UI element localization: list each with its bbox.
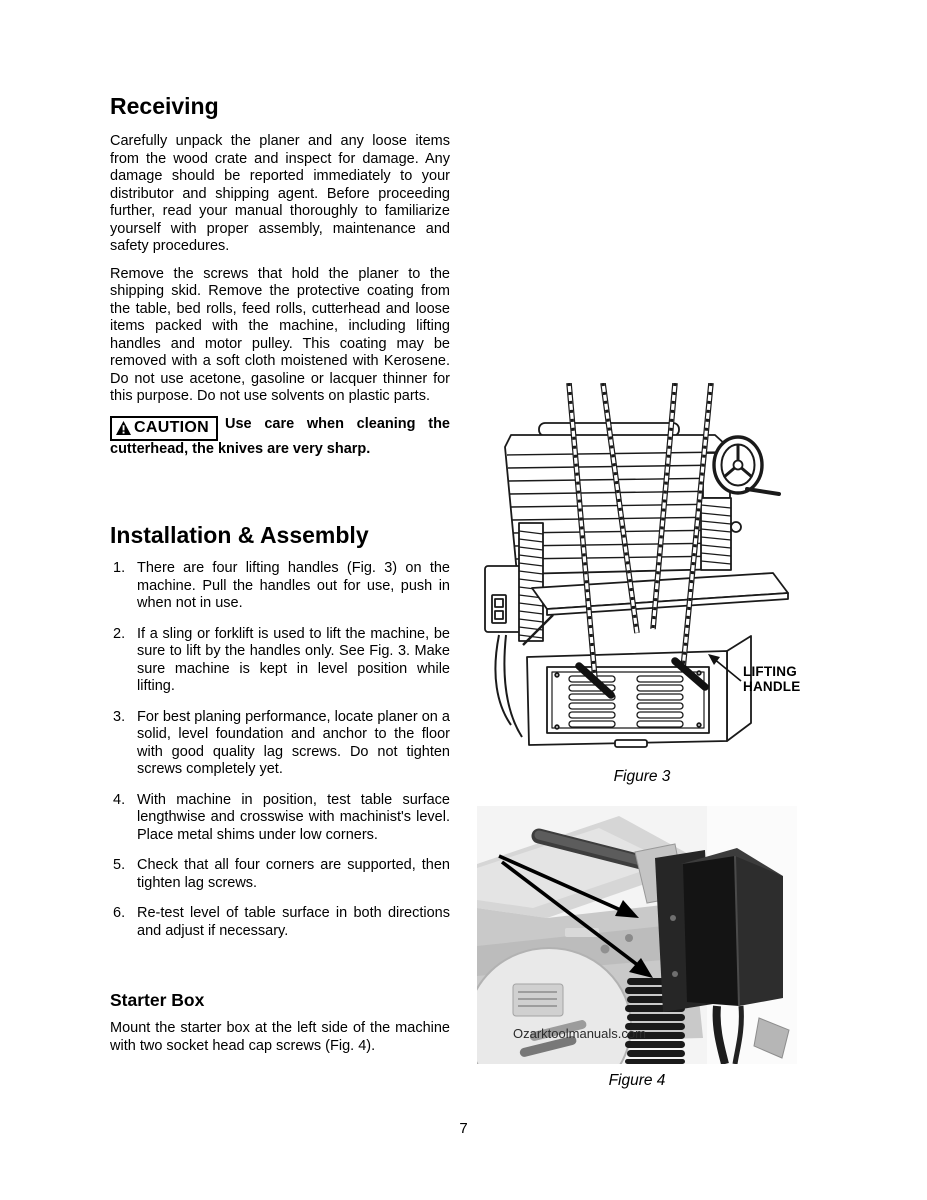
list-item-number: 4.: [113, 791, 126, 808]
caution-badge: [110, 416, 218, 441]
warning-triangle-icon: [116, 421, 131, 435]
list-item: [110, 560, 450, 613]
list-item-number: 6.: [113, 905, 126, 921]
list-item: [110, 626, 450, 696]
receiving-paragraph-1: Carefully unpack the planer and any loose items from the wood crate and inspect for damage. Any damage should be reported immediately to your distributor and shipping agent. Before proceeding further, read your manual thoroughly to familiarize yourself with proper assembly, maintenance and safety procedures.: [110, 133, 450, 254]
lifting-handle-callout: LIFTING HANDLE: [743, 664, 801, 694]
installation-steps: [110, 560, 450, 940]
list-item-text: There are four lifting handles (Fig. 3) on the machine. Pull the handles out for use, push in when not in use.: [137, 560, 450, 611]
subsection-title-starter-box: Starter Box: [110, 990, 205, 1010]
list-item-text: Re-test level of table surface in both directions and adjust if necessary.: [137, 905, 450, 939]
list-item: [110, 792, 450, 845]
page-number: 7: [459, 1120, 468, 1137]
list-item-text: For best planing performance, locate planer on a solid, level foundation and anchor to the floor with good quality lag screws. Do not tighten screws completely yet.: [137, 708, 450, 777]
list-item-number: 2.: [113, 625, 126, 642]
section-title-installation: Installation & Assembly: [110, 522, 369, 548]
photo-watermark: Ozarktoolmanuals.com: [513, 1026, 646, 1041]
figure-4-caption: Figure 4: [608, 1072, 666, 1089]
list-item-number: 3.: [113, 708, 126, 725]
figure-4: [477, 806, 797, 1090]
figure-3: [477, 383, 807, 786]
list-item: [110, 905, 450, 940]
list-item: [110, 857, 450, 892]
caution-text: Use care when cleaning the cutterhead, the knives are very sharp.: [110, 415, 450, 457]
list-item-text: Check that all four corners are supported, then tighten lag screws.: [137, 857, 450, 891]
section-title-receiving: Receiving: [110, 93, 219, 119]
list-item-number: 1.: [113, 560, 126, 576]
receiving-paragraph-2: Remove the screws that hold the planer to the shipping skid. Remove the protective coating from the table, bed rolls, feed rolls, cutterhead and loose items packed with the machine, including lifting handles and motor pulley. This coating may be removed with a soft cloth moistened with Kerosene. Do not use acetone, gasoline or lacquer thinner for this purpose. Do not use solvents on plastic parts.: [110, 265, 450, 404]
text-column: [110, 93, 450, 1065]
planer-lifting-illustration: [477, 383, 807, 755]
list-item: [110, 709, 450, 779]
figure-3-caption: Figure 3: [613, 768, 671, 785]
list-item-number: 5.: [113, 857, 126, 873]
starter-box-paragraph: Mount the starter box at the left side of the machine with two socket head cap screws (Fig. 4).: [110, 1020, 450, 1054]
list-item-text: If a sling or forklift is used to lift the machine, be sure to lift by the handles only. See Fig. 3. Make sure machine is kept in level position while lifting.: [137, 625, 450, 694]
caution-note: [110, 416, 450, 459]
list-item-text: With machine in position, test table surface lengthwise and crosswise with machinist's level. Place metal shims under low corners.: [137, 791, 450, 843]
starter-box-photo: [477, 806, 797, 1064]
caution-label: CAUTION: [134, 418, 209, 436]
